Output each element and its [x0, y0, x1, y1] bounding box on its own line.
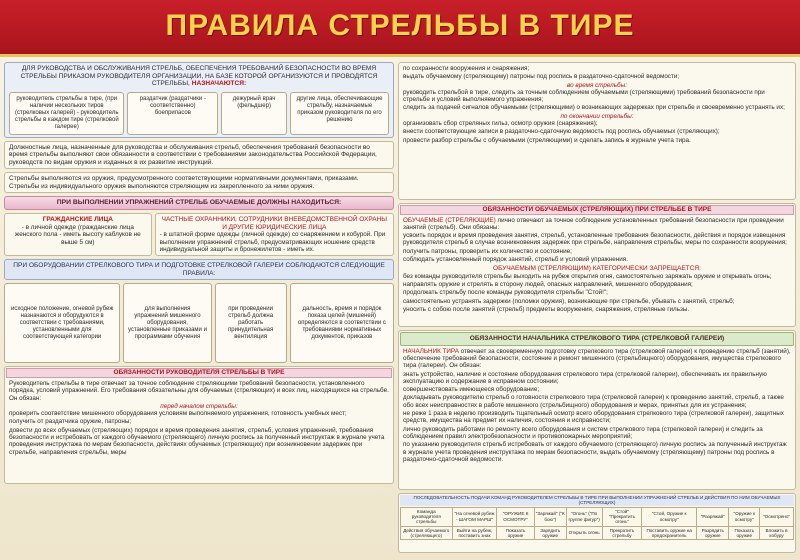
civil-head: ГРАЖДАНСКИЕ ЛИЦА: [42, 216, 113, 224]
chief-item: совершенствовать имеющееся оборудование;: [403, 386, 540, 394]
forbidden-head: ОБУЧАЕМЫМ (СТРЕЛЯЮЩИМ) КАТЕГОРИЧЕСКИ ЗАПРЕЩАЕТСЯ:: [493, 265, 701, 273]
role-others: другие лица, обеспечивающие стрельбу, назначаемые приказом руководителя по его решению: [290, 92, 389, 135]
bar-trainees-location: ПРИ ВЫПОЛНЕНИИ УПРАЖНЕНИЙ СТРЕЛЬБ ОБУЧАЕМЫЕ ДОЛЖНЫ НАХОДИТЬСЯ:: [4, 196, 394, 210]
table-row: [401, 507, 794, 526]
role-doctor: дежурный врач (фельдшер): [221, 92, 287, 135]
during-item: руководить стрельбой в тире, следить за точным соблюдением обучаемыми (стреляющими) требований безопасности при стрельбе и условий выполняемого упражнения;: [403, 88, 765, 104]
chief-item: знать устройство, наличие и состояние оборудования стрелкового тира (стрелковой галереи), обеспечивать их правильную эксплуатацию и содержание в исправном состоянии;: [403, 370, 767, 385]
table-cell: Показать оружие: [729, 526, 760, 540]
roles-row: [9, 92, 389, 135]
trainee-item: соблюдать установленный порядок занятий, стрельб и условий упражнения.: [403, 256, 628, 264]
civil-text: - в личной одежде (гражданские лица женского пола - иметь высоту каблуков не выше 5 см): [14, 223, 141, 246]
table-cell: Разрядить оружие: [697, 526, 729, 540]
table-caption: ПОСЛЕДОВАТЕЛЬНОСТЬ ПОДАЧИ КОМАНД РУКОВОДИТЕЛЕМ СТРЕЛЬБЫ В ТИРЕ ПРИ ВЫПОЛНЕНИИ УПРАЖНЕНИЙ СТРЕЛЬБ И ДЕЙСТВИЯ ПО НИМ ОБУЧАЕМЫХ (СТРЕЛЯЮЩИХ): [400, 495, 794, 506]
chief-item: докладывать руководителю стрельб о готовности стрелкового тира (стрелковой галереи) к проведению занятий, стрельб, а также обо всех неисправностях в работе мишенного (стрельбищного) оборудования и мерах, принятых для их устранения;: [403, 394, 784, 409]
before-firing-label: перед началом стрельбы:: [160, 402, 238, 410]
table-cell: "Стой" "Прекратить огонь": [602, 507, 642, 526]
private-box: [155, 213, 394, 256]
table-cell: "Оружие к осмотру": [729, 507, 760, 526]
after-item: внести соответствующие записи в раздаточно-сдаточную ведомость под роспись обучаемых (стреляющих);: [403, 128, 720, 136]
table-cell: Показать оружие: [497, 526, 534, 540]
officials-text: Должностные лица, назначенные для руководства и обслуживания стрельб, обеспечения требований безопасности во время стрельбы выполняют свои обязанности в соответствии с требованиями законодательства Российской Федерации, руководств по видам оружия и изданных в их развитие инструкций.: [9, 143, 377, 166]
table-cell: "ОРУЖИЕ К ОСМОТРУ": [497, 507, 534, 526]
before-item: получить от раздатчика оружие, патроны;: [9, 418, 132, 426]
table-cell: "Заряжай" ("К бою"): [534, 507, 566, 526]
phase-item: выдать обучаемому (стреляющему) патроны под роспись в раздаточно-сдаточной ведомости;: [403, 73, 680, 81]
duties-head: ОБЯЗАННОСТИ РУКОВОДИТЕЛЯ СТРЕЛЬБЫ В ТИРЕ: [6, 368, 392, 378]
during-firing-label: во время стрельбы:: [567, 81, 627, 89]
chief-item: не реже 1 раза в неделю производить тщательный осмотр всего оборудования стрелкового тира (стрелковой галереи), защитных средств, имущества на предмет их наличия, состояния и исправности;: [403, 410, 784, 425]
page-title: ПРАВИЛА СТРЕЛЬБЫ В ТИРЕ: [165, 9, 635, 42]
private-text: - в штатной форме одежды (личной одежде) со снаряжением и кобурой. При выполнении упражнений стрельб, предусматривающих ношение средств индивидуальной защиты и бронежилетов - иметь их.: [159, 231, 386, 253]
private-head: ЧАСТНЫЕ ОХРАННИКИ, СОТРУДНИКИ ВНЕВЕДОМСТВЕННОЙ ОХРАНЫ И ДРУГИЕ ЮРИДИЧЕСКИЕ ЛИЦА: [161, 216, 388, 231]
chief-text: отвечает за своевременную подготовку стрелкового тира (стрелковой галереи) к проведению стрельб (занятий), обеспечение требований безопасности, состояние и ремонт мишенного (стрельбищного) оборудования, имущества стрелкового тира (галереи). Он обязан:: [403, 347, 791, 370]
forbidden-item: самостоятельно устранять задержки (поломки оружия), возникающие при стрельбе, убывать с занятий, стрельб;: [403, 297, 735, 305]
rule-firing-line: исходное положение, огневой рубеж назначаются и оборудуются в соответствии с требованиями, установленными для соответствующей категории: [4, 283, 120, 363]
commands-table-box: [398, 493, 796, 553]
rule-targets: для выполнения упражнений мишенного оборудования, установленные приказами и программами обучения: [123, 283, 211, 363]
rules-row: [4, 283, 394, 363]
trainee-head: ОБЯЗАННОСТИ ОБУЧАЕМЫХ (СТРЕЛЯЮЩИХ) ПРИ СТРЕЛЬБЕ В ТИРЕ: [400, 205, 794, 215]
after-firing-label: по окончании стрельбы:: [560, 112, 634, 120]
intro-text: ДЛЯ РУКОВОДСТВА И ОБСЛУЖИВАНИЯ СТРЕЛЬБ, ОБЕСПЕЧЕНИЯ ТРЕБОВАНИЙ БЕЗОПАСНОСТИ ВО ВРЕМЯ СТРЕЛЬБЫ ПРИКАЗОМ РУКОВОДИТЕЛЯ ОРГАНИЗАЦИИ, НА БАЗЕ КОТОРОЙ ОРГАНИЗУЮТСЯ И ПРОВОДЯТСЯ СТРЕЛЬБЫ,: [20, 65, 378, 88]
chief-duties-box: [398, 330, 796, 490]
trainee-lead: ОБУЧАЕМЫЕ (СТРЕЛЯЮЩИЕ): [403, 216, 496, 224]
table-cell: Открыть огонь: [566, 526, 602, 540]
bar-equipment-rules: ПРИ ОБОРУДОВАНИИ СТРЕЛКОВОГО ТИРА И ПОДГОТОВКЕ СТРЕЛКОВОЙ ГАЛЕРЕИ СОБЛЮДАЮТСЯ СЛЕДУЮЩИЕ ПРАВИЛА:: [4, 259, 394, 280]
during-item: следить за подачей сигналов обучаемыми (стреляющими) о возникающих задержках при стрельбе и своевременно устранять их;: [403, 104, 785, 112]
duties-text: Руководитель стрельбы в тире отвечает за точное соблюдение стреляющими требований безопасности, установленного порядка, условий упражнений. Его требования обязательны для обучаемых (стреляющих) и всех лиц, находящихся на стрельбе. Он обязан:: [9, 379, 389, 402]
header-banner: [0, 0, 800, 57]
table-row: [401, 526, 794, 540]
forbidden-item: направлять оружие и стрелять в сторону людей, опасных направлений, мишенного оборудования;: [403, 281, 693, 289]
chief-item: по указанию руководителя стрельб истребовать от каждого обучаемого (стреляющего) личную роспись за полученный инструктаж в журнале учета проведения инструктажа по мерам безопасности, выдать обучаемому (стреляющему) патроны под роспись в раздаточно-сдаточной ведомости.: [403, 441, 787, 463]
rule-distance: дальность, время и порядок показа целей (мишеней) определяются в соответствии с требованиями нормативных документов, приказов: [290, 283, 394, 363]
table-cell: "Стой, Оружие к осмотру": [642, 507, 697, 526]
weapons-box: [4, 172, 394, 193]
table-cell: Действия обучаемого (стреляющего): [401, 526, 453, 540]
intro-box: [4, 62, 394, 138]
range-officer-duties: [4, 366, 394, 484]
table-cell: "Разряжай": [697, 507, 729, 526]
trainee-item: получить патроны, проверить их количество и состояние;: [403, 247, 572, 255]
commands-table: [400, 507, 794, 541]
table-cell: Команда руководителя стрельбы: [401, 507, 453, 526]
phase-item: по сохранности вооружения и снаряжения;: [403, 65, 530, 72]
table-cell: Поставить оружие на предохранитель: [642, 526, 697, 540]
table-cell: Вложить в кобуру: [760, 526, 794, 540]
chief-head: ОБЯЗАННОСТИ НАЧАЛЬНИКА СТРЕЛКОВОГО ТИРА (СТРЕЛКОВОЙ ГАЛЕРЕИ): [400, 332, 794, 346]
table-cell: "Осмотрено": [760, 507, 794, 526]
table-cell: "На огневой рубеж - ШАГОМ МАРШ": [452, 507, 497, 526]
attire-row: [4, 213, 394, 256]
forbidden-item: продолжать стрельбу после команды руководителя стрельбы "Стой!";: [403, 289, 608, 297]
trainee-item: усвоить порядок и время проведения занятия, стрельб, установленные требования безопасности, действия и порядок извещения руководителя стрельб в случае возникновения задержек при стрельбе, направления стрельбы, меры по сохранности вооружения;: [403, 232, 787, 247]
forbidden-item: уносить с собою после занятий (стрельб) предметы вооружения, снаряжения, стреляные гильзы.: [403, 306, 690, 314]
chief-item: лично руководить работами по ремонту всего оборудования и систем стрелкового тира (стрелковой галереи) и следить за соблюдением правил электробезопасности и противопожарных мероприятий;: [403, 425, 763, 440]
table-cell: Прекратить стрельбу: [602, 526, 642, 540]
left-column: [4, 62, 394, 556]
trainee-text: лично отвечают за точное соблюдение установленных требований безопасности при проведении занятий (стрельб). Они обязаны:: [403, 216, 784, 231]
weapons-text: Стрельбы выполняются из оружия, предусмотренного соответствующими нормативными документами, приказами. Стрельбы из индивидуального оружия выполняются стреляющим из закрепленного за ними оружия.: [9, 175, 359, 190]
right-column: [398, 62, 796, 556]
role-head: руководитель стрельбы в тире, (при наличии нескольких тиров (стрелковых галерей) - руководитель стрельбы в каждом тире (стрелковой галерее): [9, 92, 124, 135]
after-item: организовать сбор стреляных гильз, осмотр оружия (снаряжения);: [403, 120, 598, 128]
rule-ventilation: при проведении стрельб должна работать принудительная вентиляция: [215, 283, 287, 363]
role-issuer: раздатчик (раздатчики - соответственно) боеприпасов: [127, 92, 218, 135]
before-item: довести до всех обучаемых (стреляющих) порядок и время проведения занятия, стрельб, условия упражнений, требования безопасности и истребовать от каждого обучаемого (стреляющего) личную роспись за полученный инструктаж в журнале учета проведения инструктажа по мерам безопасности, действиях обучаемых (стреляющих) при возникновении задержек при стрельбе, направления стрельбы, меры: [9, 426, 385, 456]
table-cell: "Огонь" ("По группе фигур"): [566, 507, 602, 526]
chief-lead: НАЧАЛЬНИК ТИРА: [403, 347, 459, 355]
officials-box: [4, 141, 394, 170]
forbidden-item: без команды руководителя стрельбы выходить на рубеж открытия огня, самостоятельно заряжать оружие и открывать огонь;: [403, 272, 772, 280]
intro-appointed: НАЗНАЧАЮТСЯ:: [191, 80, 247, 88]
table-cell: Зарядить оружие: [534, 526, 566, 540]
firing-phases-box: [398, 62, 796, 200]
civil-box: [4, 213, 152, 256]
after-item: провести разбор стрельбы с обучаемыми (стреляющими) и сделать запись в журнале учета тира.: [403, 136, 691, 144]
before-item: проверить соответствие мишенного оборудования условиям выполняемого упражнения, готовность учебных мест;: [9, 410, 347, 418]
table-cell: Выйти на рубеж, поставить знак: [452, 526, 497, 540]
trainee-duties-box: [398, 203, 796, 327]
